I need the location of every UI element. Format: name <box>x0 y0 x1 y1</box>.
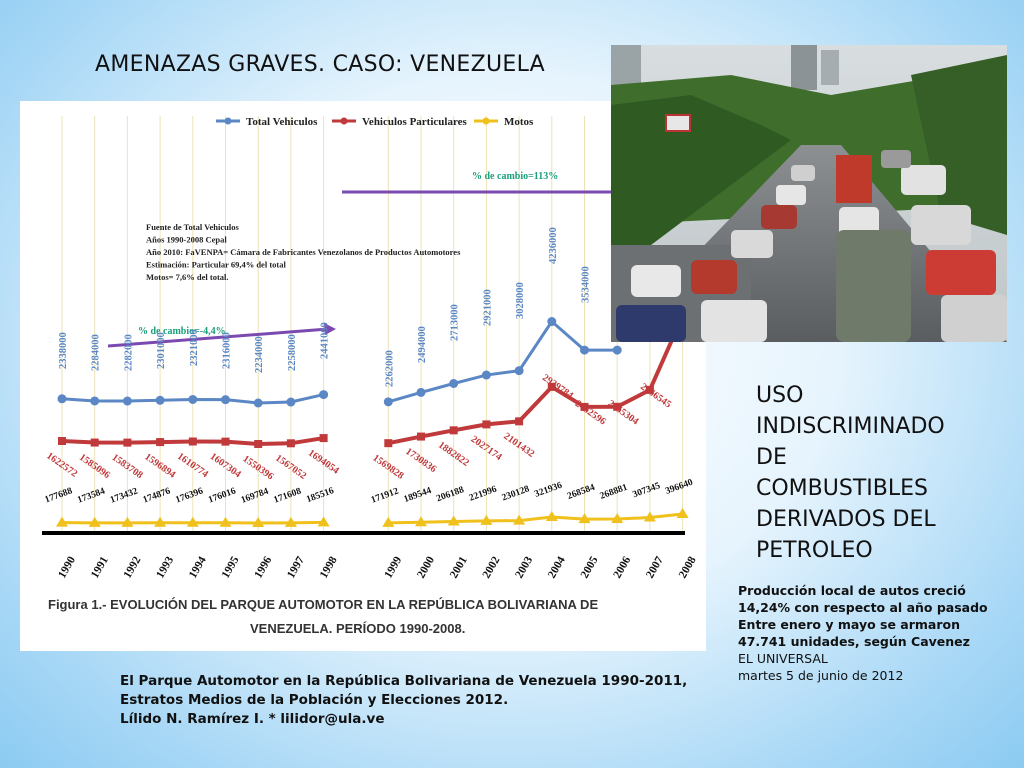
data-label-total: 2921000 <box>482 289 494 326</box>
data-label-particulares: 1607304 <box>207 451 243 481</box>
data-point-particulares <box>384 439 392 447</box>
legend-label: Total Vehiculos <box>246 116 318 128</box>
credit-line: Estratos Medios de la Población y Elecciones 2012. <box>120 692 509 708</box>
change-label-2: % de cambio=113% <box>472 171 559 182</box>
data-label-particulares: 2101432 <box>501 430 537 460</box>
data-label-total: 2713000 <box>449 304 461 341</box>
news-line: Producción local de autos creció <box>738 583 966 598</box>
x-tick-label: 2007 <box>644 554 666 581</box>
source-credit <box>120 672 687 729</box>
data-point-particulares <box>91 439 99 447</box>
chart-svg <box>20 101 706 651</box>
data-label-total: 4236000 <box>547 227 559 264</box>
x-tick-label: 1993 <box>154 554 177 581</box>
legend-marker <box>225 118 232 125</box>
figure-caption-line-1: Figura 1.- EVOLUCIÓN DEL PARQUE AUTOMOTOR EN LA REPÚBLICA BOLIVARIANA DE <box>48 597 599 612</box>
data-label-motos: 321936 <box>533 480 564 500</box>
x-tick-label: 1999 <box>382 554 405 581</box>
data-label-particulares: 2939784 <box>540 372 576 402</box>
x-tick-label: 2002 <box>480 554 503 581</box>
data-point-total <box>156 396 165 405</box>
data-point-total <box>417 388 426 397</box>
source-note-line: Estimación: Particular 69,4% del total <box>146 259 286 270</box>
data-label-motos: 396640 <box>664 477 695 497</box>
data-label-particulares: 1622572 <box>44 450 80 480</box>
x-tick-label: 1992 <box>121 554 144 581</box>
data-point-total <box>482 371 491 380</box>
data-label-motos: 174876 <box>141 486 172 506</box>
data-point-particulares <box>515 417 523 425</box>
uso-line: USO <box>756 383 804 408</box>
data-label-particulares: 1882822 <box>435 439 471 469</box>
data-label-total: 2301000 <box>156 332 168 369</box>
uso-line: PETROLEO <box>756 538 873 563</box>
data-point-total <box>188 395 197 404</box>
data-point-particulares <box>287 439 295 447</box>
legend-marker <box>483 118 490 125</box>
data-label-motos: 177688 <box>43 486 74 506</box>
source-note-line: Motos= 7,6% del total. <box>146 272 229 282</box>
data-label-motos: 176016 <box>207 486 238 506</box>
data-point-particulares <box>123 439 131 447</box>
uso-line: DERIVADOS DEL <box>756 507 936 532</box>
x-tick-label: 2006 <box>611 554 634 581</box>
data-label-total: 2234000 <box>254 336 266 373</box>
chart-panel <box>20 101 706 651</box>
data-point-total <box>547 317 556 326</box>
news-line: Entre enero y mayo se armaron <box>738 617 961 632</box>
source-note-line: Fuente de Total Vehiculos <box>146 222 239 232</box>
data-label-total: 2321000 <box>188 329 200 366</box>
data-label-total: 3534000 <box>580 266 592 303</box>
data-point-total <box>449 379 458 388</box>
data-label-motos: 268881 <box>598 482 630 502</box>
legend-label: Vehiculos Particulares <box>362 116 467 128</box>
x-tick-label: 1991 <box>88 554 111 581</box>
credit-line: Lílido N. Ramírez I. * lilidor@ula.ve <box>120 711 385 727</box>
data-point-total <box>384 397 393 406</box>
data-label-particulares: 1610774 <box>175 450 211 481</box>
data-label-total: 2316000 <box>221 332 233 369</box>
x-tick-label: 2008 <box>676 554 699 581</box>
data-point-particulares <box>222 438 230 446</box>
data-label-particulares: 1583708 <box>109 452 145 482</box>
data-point-particulares <box>58 437 66 445</box>
data-label-particulares: 2027174 <box>468 433 504 463</box>
data-label-particulares: 1730836 <box>403 446 439 476</box>
data-label-motos: 176396 <box>174 486 205 506</box>
legend-label: Motos <box>504 116 534 128</box>
data-label-motos: 268584 <box>566 482 597 502</box>
data-point-total <box>90 396 99 405</box>
uso-line: DE <box>756 445 787 470</box>
data-label-particulares: 2866545 <box>638 381 674 411</box>
slide-title: AMENAZAS GRAVES. CASO: VENEZUELA <box>95 52 546 77</box>
data-point-total <box>286 398 295 407</box>
change-label-1: % de cambio=-4,4% <box>138 326 226 337</box>
x-tick-label: 1997 <box>285 554 307 581</box>
x-tick-label: 2003 <box>513 554 536 581</box>
x-tick-label: 2000 <box>415 554 438 581</box>
data-label-motos: 169784 <box>239 486 271 506</box>
data-label-total: 3028000 <box>515 282 527 319</box>
uso-line: COMBUSTIBLES <box>756 476 928 501</box>
data-label-total: 2338000 <box>58 332 69 369</box>
data-label-particulares: 1585096 <box>76 452 112 482</box>
data-label-particulares: 1596894 <box>142 451 178 481</box>
data-point-total <box>123 397 132 406</box>
data-point-total <box>221 395 230 404</box>
data-label-particulares: 2452596 <box>572 398 608 428</box>
data-label-total: 2258000 <box>286 334 298 371</box>
data-point-total <box>613 346 622 355</box>
data-label-motos: 185516 <box>305 486 336 506</box>
data-label-total: 2282000 <box>123 334 135 371</box>
data-point-particulares <box>450 426 458 434</box>
x-tick-label: 2001 <box>447 554 470 581</box>
data-point-particulares <box>156 438 164 446</box>
news-date: martes 5 de junio de 2012 <box>738 668 904 683</box>
data-label-total: 2262000 <box>384 350 396 387</box>
x-tick-label: 1998 <box>317 554 340 581</box>
source-note-line: Año 2010: FaVENPA= Cámara de Fabricantes Venezolanos de Productos Automotores <box>146 247 461 257</box>
data-point-total <box>254 399 263 408</box>
data-label-motos: 171608 <box>272 486 303 506</box>
x-tick-label: 1995 <box>219 554 242 581</box>
data-point-total <box>58 394 67 403</box>
x-tick-label: 1996 <box>252 554 275 581</box>
data-label-motos: 230128 <box>500 484 531 504</box>
data-label-total: 2441000 <box>319 322 331 359</box>
data-point-total <box>515 366 524 375</box>
series-line <box>388 514 682 523</box>
news-note <box>738 582 988 684</box>
legend-marker <box>341 118 348 125</box>
traffic-photo-illustration <box>611 45 1007 342</box>
data-point-total <box>319 390 328 399</box>
x-tick-label: 2005 <box>578 554 601 581</box>
traffic-photo <box>611 45 1007 342</box>
data-label-motos: 173584 <box>76 486 107 506</box>
uso-line: INDISCRIMINADO <box>756 414 945 439</box>
data-point-particulares <box>320 434 328 442</box>
data-label-motos: 307345 <box>631 481 662 501</box>
data-label-particulares: 1550396 <box>240 453 276 483</box>
data-point-particulares <box>417 433 425 441</box>
source-note-line: Años 1990-2008 Cepal <box>146 234 227 245</box>
uso-text-block <box>756 380 945 566</box>
data-point-particulares <box>189 438 197 446</box>
data-label-particulares: 1694054 <box>305 447 341 477</box>
data-point-particulares <box>254 440 262 448</box>
data-point-particulares <box>482 420 490 428</box>
data-label-motos: 206188 <box>435 485 466 505</box>
x-tick-label: 1990 <box>56 554 79 581</box>
data-label-motos: 173432 <box>109 486 140 506</box>
data-label-particulares: 2455304 <box>605 398 641 428</box>
x-tick-label: 2004 <box>546 554 568 581</box>
data-point-total <box>580 346 589 355</box>
news-line: 14,24% con respecto al año pasado <box>738 600 988 615</box>
data-label-total: 2284000 <box>90 334 102 371</box>
data-label-total: 2494000 <box>417 326 428 363</box>
credit-line: El Parque Automotor en la República Bolivariana de Venezuela 1990-2011, <box>120 673 688 689</box>
data-label-particulares: 1567052 <box>273 452 309 482</box>
x-tick-label: 1994 <box>187 554 209 581</box>
news-source: EL UNIVERSAL <box>738 651 828 666</box>
figure-caption-line-2: VENEZUELA. PERÍODO 1990-2008. <box>250 621 466 636</box>
news-line: 47.741 unidades, según Cavenez <box>738 634 970 649</box>
data-label-motos: 171912 <box>369 486 401 506</box>
data-label-particulares: 1569828 <box>370 452 406 482</box>
data-label-motos: 221996 <box>468 484 499 504</box>
data-label-motos: 189544 <box>402 485 433 506</box>
